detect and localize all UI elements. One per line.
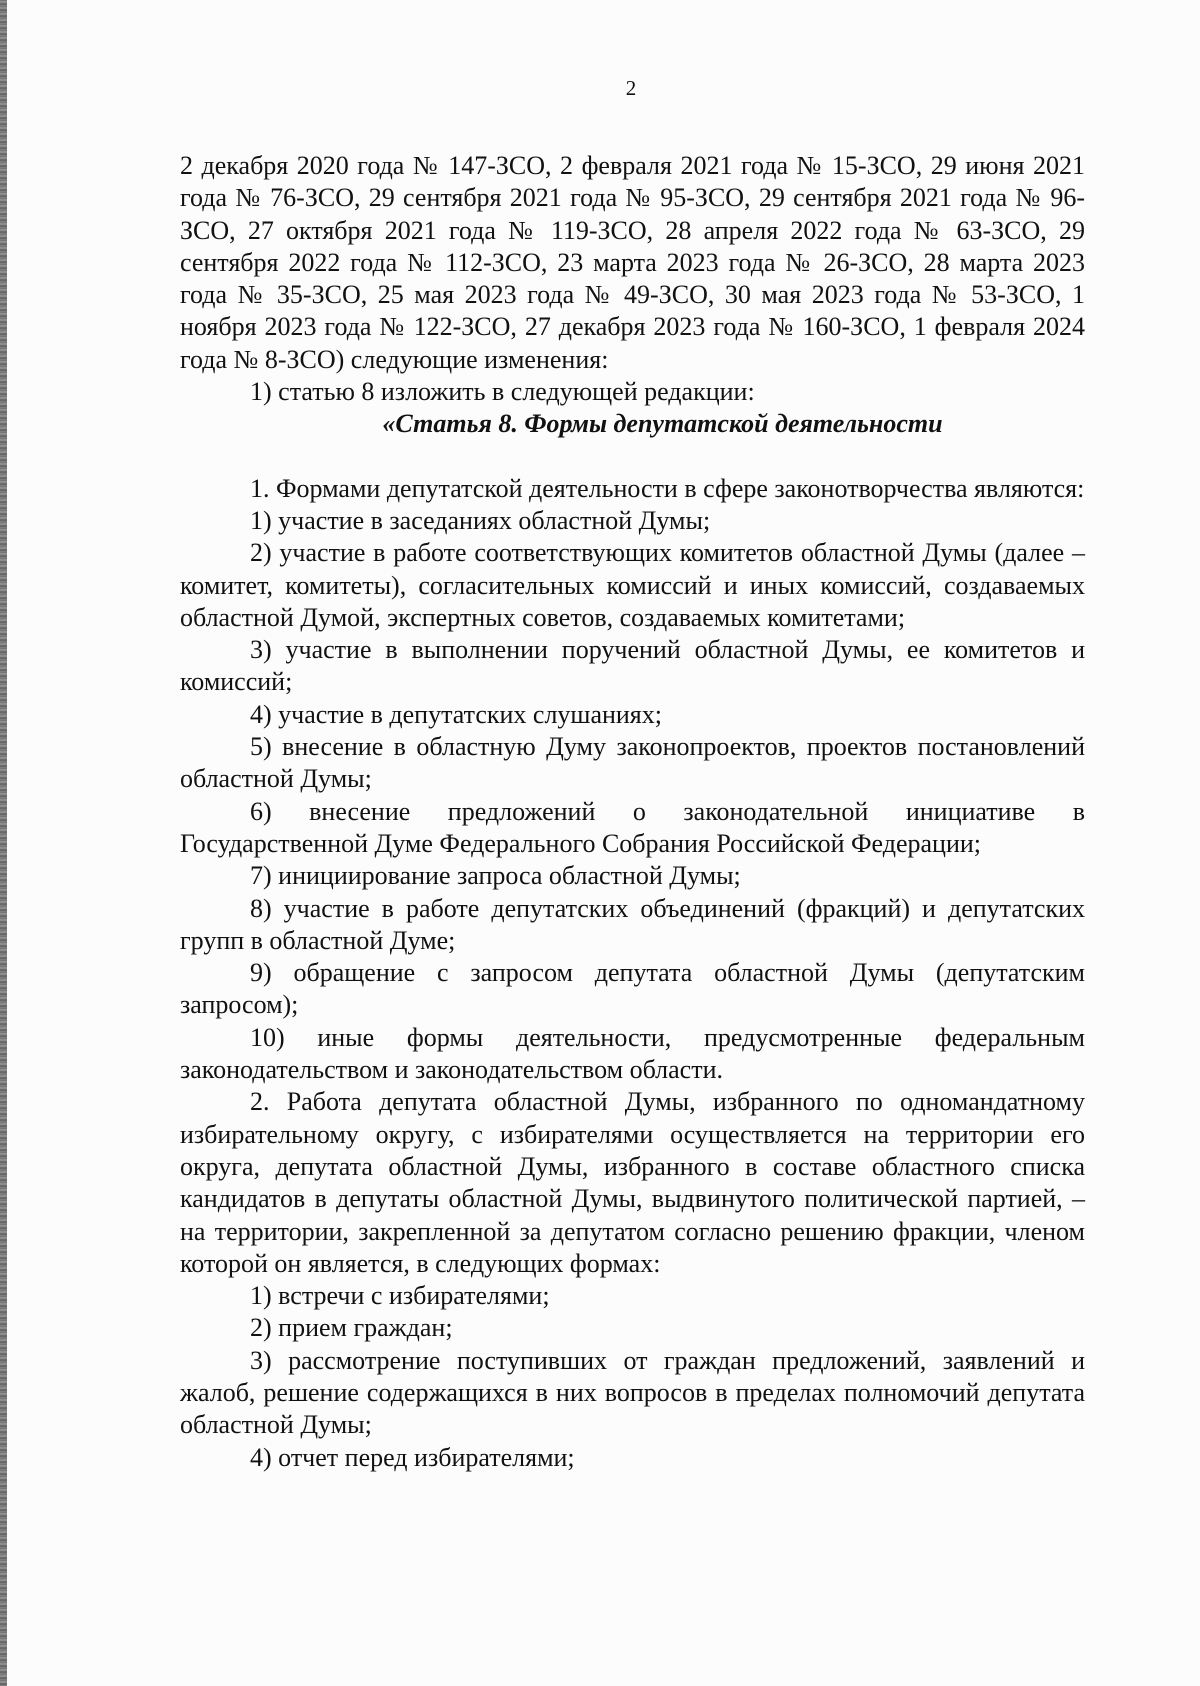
list-item: 7) инициирование запроса областной Думы; [250, 861, 741, 891]
list-item: 4) участие в депутатских слушаниях; [250, 699, 662, 729]
scan-edge [0, 0, 7, 1686]
document-body [180, 150, 1085, 1474]
list-item: 2) прием граждан; [250, 1313, 453, 1343]
page-number: 2 [625, 76, 637, 100]
paragraph: 1) статью 8 изложить в следующей редакции: [250, 377, 755, 407]
article-heading: «Статья 8. Формы депутатской деятельности [382, 409, 943, 439]
list-item: 3) участие в выполнении поручений областной Думы, ее комитетов и комиссий; [180, 635, 1085, 697]
list-item: 1) участие в заседаниях областной Думы; [250, 505, 711, 535]
list-item: 6) внесение предложений о законодательной инициативе в Государственной Думе Федерального Собрания Российской Федерации; [180, 796, 1085, 858]
list-item: 8) участие в работе депутатских объединений (фракций) и депутатских групп в областной Думе; [180, 893, 1085, 955]
paragraph: 2. Работа депутата областной Думы, избранного по одномандатному избирательному округу, с избирателями осуществляется на территории его округа, депутата областной Думы, избранного в составе областного списка кандидатов в депутаты областной Думы, выдвинутого политической партией, – на территории, закрепленной за депутатом согласно решению фракции, членом которой он является, в следующих формах: [180, 1087, 1085, 1278]
paragraph: 2 декабря 2020 года № 147-ЗСО, 2 февраля 2021 года № 15-ЗСО, 29 июня 2021 года № 76-ЗСО, 29 сентября 2021 года № 95-ЗСО, 29 сентября 2021 года № 96-ЗСО, 27 октября 2021 года № 119-ЗСО, 28 апреля 2022 года № 63-ЗСО, 29 сентября 2022 года № 112-ЗСО, 23 марта 2023 года № 26-ЗСО, 28 марта 2023 года № 35-ЗСО, 25 мая 2023 года № 49-ЗСО, 30 мая 2023 года № 53-ЗСО, 1 ноября 2023 года № 122-ЗСО, 27 декабря 2023 года № 160-ЗСО, 1 февраля 2024 года № 8-ЗСО) следующие изменения: [180, 151, 1085, 374]
list-item: 5) внесение в областную Думу законопроектов, проектов постановлений областной Думы; [180, 732, 1085, 794]
list-item: 1) встречи с избирателями; [250, 1281, 550, 1311]
list-item: 9) обращение с запросом депутата областной Думы (депутатским запросом); [180, 958, 1085, 1020]
list-item: 4) отчет перед избирателями; [250, 1442, 575, 1472]
list-item: 2) участие в работе соответствующих комитетов областной Думы (далее – комитет, комитеты), согласительных комиссий и иных комиссий, создаваемых областной Думой, экспертных советов, создаваемых комитетами; [180, 538, 1085, 632]
paragraph: 1. Формами депутатской деятельности в сфере законотворчества являются: [250, 473, 1085, 503]
list-item: 3) рассмотрение поступивших от граждан предложений, заявлений и жалоб, решение содержащихся в них вопросов в пределах полномочий депутата областной Думы; [180, 1345, 1085, 1440]
list-item: 10) иные формы деятельности, предусмотренные федеральным законодательством и законодательством области. [180, 1022, 1085, 1085]
